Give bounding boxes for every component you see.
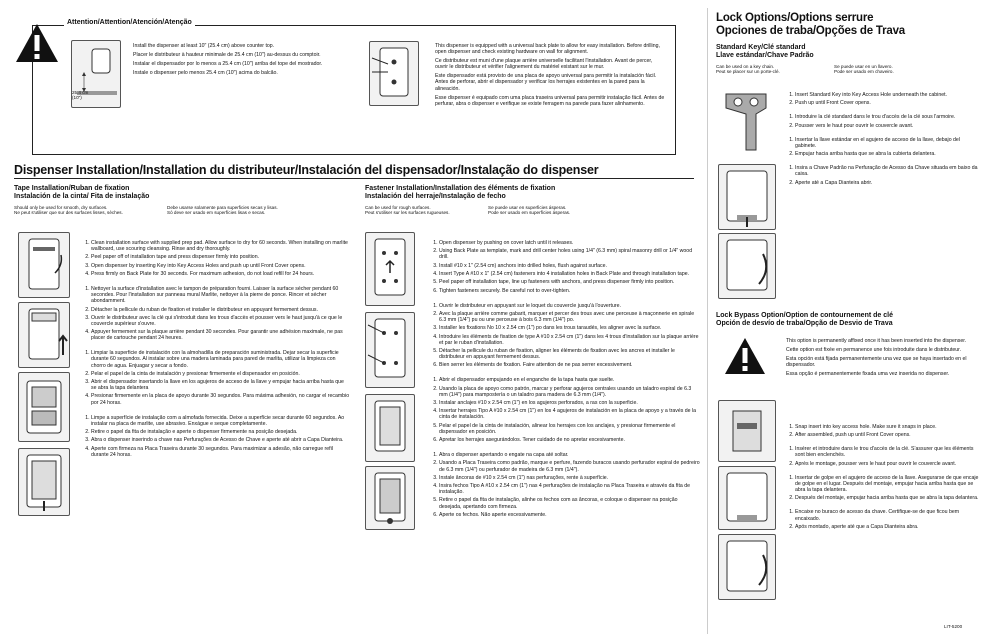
installation-title: Dispenser Installation/Installation du distributeur/Instalación del dispensador/Instalação do dispenser — [14, 163, 599, 177]
step-list-en: 1. Clean installation surface with supplied prep pad. Allow surface to dry for 60 seconds. When installing on marlite wallboard, use scouring cleansing. Rinse and dry thoroughly. 2. Peel paper off of installation tape and press dispenser firmly into position. 3. Open dispenser by inserting Key into Key Access Holes and push up until Front Cover opens. 4. Press firmly on Back Plate for 30 seconds. For maximum adhesion, do not load refill for 24 hours. — [82, 240, 350, 277]
step-list-fr: 1. Introduire la clé standard dans le trou d'accès de la clé sous l'armoire. 2. Pousser vers le haut pour ouvrir le couvercle avant. — [786, 114, 982, 128]
attention-paragraph: Ce distributeur est muni d'une plaque arrière universelle facilitant l'installation. Avant de percer, ouvrir le distributeur et vérifier l'alignement du matériel existant sur le mur. — [435, 58, 653, 71]
step-list-es: 1. Insertar de golpe en el agujero de acceso de la llave. Asegurarse de que encaje de golpe en el lugar. Después del montaje, empujar hacia arriba hasta que se abra la tapa delantera. 2. Después del montaje, empujar hacia arriba hasta que se abra la tapa delantera. — [786, 475, 982, 502]
step-list-en: 1. Insert Standard Key into Key Access Hole underneath the cabinet. 2. Push up until Front Cover opens. — [786, 92, 982, 106]
standard-key-title: Standard Key/Clé standard Llave estándar/Chave Padrão — [716, 44, 814, 59]
warning-icon — [14, 22, 60, 64]
bypass-assembled-illustration — [718, 466, 776, 530]
tape-title: Tape Installation/Ruban de fixation Instalación de la cinta/ Fita de instalação — [14, 185, 150, 200]
attention-right-text — [435, 43, 665, 107]
step-list-es: 1. Insertar la llave estándar en el agujero de acceso de la llave, debajo del gabinete. 2. Empujar hacia arriba hasta que se abra la cubierta delantera. — [786, 137, 982, 157]
tape-step-illustration — [18, 302, 70, 368]
fastener-step-illustration — [365, 466, 415, 530]
fastener-note: Can be used for rough surfaces. Peut s'utiliser sur les surfaces rugueuses. Se puede usar en superficies ásperas. Pode ser usado em superfícies ásperas. — [365, 205, 571, 216]
document-code: LIT-5200 — [944, 624, 963, 629]
tape-step-illustration — [18, 372, 70, 442]
tape-step-illustration — [18, 232, 70, 298]
attention-paragraph: This dispenser is equipped with a universal back plate to allow for easy installation. Before drilling, open dispenser and check existing hardware on wall for alignment. — [435, 43, 660, 56]
tape-note: Should only be used for smooth, dry surfaces. Ne peut s'utiliser que sur des surfaces lisses, sèches. Debe usarse solamente para superficies secas y lisas. Só deve ser usado em superfícies lisas e secas. — [14, 205, 278, 216]
step-list-es: 1. Abrir el dispensador empujando en el enganche de la tapa hasta que suelte. 2. Usando la placa de apoyo como patrón, marcar y perforar agujeros centrales usando un taladro espiral de 6.3 mm (1/4") para mampostería o un taladro para madera de 6.3 mm (1/4"). 3. Instalar anclajes #10 x 2.54 cm (1") en los agujeros perforados, a ras con la superficie. 4. Insertar herrajes Tipo A #10 x 2.54 cm (1") en los 4 agujeros de instalación en la placa de apoyo y a través de la cinta de instalación. 5. Pelar el papel de la cinta de instalación, alinear los herrajes con los anclajes, y presionar firmemente el dispensador en posición. 6. Apretar los herrajes asegurándolos. Tener cuidado de no apretar excesivamente. — [430, 377, 700, 443]
attention-paragraph: Install the dispenser at least 10" (25.4 cm) above counter top. — [133, 43, 275, 49]
divider — [14, 178, 694, 179]
attention-left-text — [133, 43, 333, 76]
lock-bypass-steps — [786, 424, 982, 532]
column-divider — [707, 8, 708, 634]
fastener-step-illustration — [365, 312, 415, 388]
attention-paragraph: Este dispensador está provisto de una placa de apoyo universal para permitir la instalación fácil. Antes de perforar, abrir el dispensador y verificar los herrajes existentes en la pared para la alineación. — [435, 73, 657, 92]
step-list-fr: 1. Insérer et introduire dans le trou d'accès de la clé. S'assurer que les éléments sont bien enclenchés. 2. Après le montage, pousser vers le haut pour ouvrir le couvercle avant. — [786, 446, 982, 466]
step-list-en: 1. Open dispenser by pushing on cover latch until it releases. 2. Using Back Plate as template, mark and drill center holes using 1/4" (6.3 mm) spiral masonry drill or 1/4" wood drill. 3. Install #10 x 1" (2.54 cm) anchors into drilled holes, flush against surface. 4. Insert Type A #10 x 1" (2.54 cm) fasteners into 4 installation holes in Back Plate and through installation tape. 5. Peel paper off installation tape, line up fasteners with anchors, and press dispenser firmly into position. 6. Tighten fasteners securely. Be careful not to over-tighten. — [430, 240, 700, 294]
lock-bypass-intro: This option is permanently affixed once it has been inserted into the dispenser. Cette option est fixée en permanence une fois introduite dans le distributeur. Esta opción está fijada permanentemente una vez que se haya insertado en el dispensador. Essa opção é permanentemente fixada uma vez inserida no dispenser. — [786, 338, 967, 378]
step-list-es: 1. Limpiar la superficie de instalación con la almohadilla de preparación suministrada. Dejar secar la superficie durante 60 segundos. Al instalar sobre una madera laminada para pared de marlita, utilizar la limpieza con chorro de agua. Enjuagar y secar a fondo. 2. Pelar el papel de la cinta de instalación y presionar firmemente el dispensador en posición. 3. Abrir el dispensador insertando la llave en los agujeros de acceso de la llave y empujar hacia arriba hasta que se abra la tapa delantera 4. Presionar firmemente en la placa de apoyo durante 30 segundos. Para máxima adhesión, no cargar el recambio por 24 horas. — [82, 350, 350, 405]
height-label: 25.4 cm (10") — [72, 90, 89, 101]
key-illustration — [718, 86, 774, 158]
step-list-en: 1. Snap insert into key access hole. Make sure it snaps in place. 2. After assembled, push up until Front Cover opens. — [786, 424, 982, 438]
bypass-insert-illustration — [718, 400, 776, 462]
key-insert-illustration — [718, 164, 776, 230]
fastener-steps — [430, 240, 700, 520]
attention-paragraph: Instalar el dispensador por lo menos a 25.4 cm (10") arriba del tope del mostrador. — [133, 61, 323, 68]
attention-paragraph: Placer le distributeur à hauteur minimale de 25.4 cm (10") au-dessus du comptoir. — [133, 52, 321, 59]
standard-key-steps — [786, 92, 982, 188]
warning-icon — [723, 336, 767, 376]
step-list-pt: 1. Limpe a superfície de instalação com a almofada fornecida. Deixe a superfície secar durante 60 segundos. Ao instalar na placa de marlite, use abrasivo. Enxágue e seque completamente. 2. Retire o papel da fita de instalação e aperte o dispenser firmemente na posição desejada. 3. Abra o dispenser inserindo a chave nas Perfurações de Acesso de Chave e aperte até abrir a Capa Dianteira. 4. Aperte com firmeza na Placa Traseira durante 30 segundos. Para maximizar a adesão, não carregue refil durante 24 horas. — [82, 415, 350, 458]
cover-open-illustration — [718, 233, 776, 299]
fastener-step-illustration — [365, 232, 415, 306]
tape-steps — [82, 240, 350, 460]
fastener-title: Fastener Installation/Installation des éléments de fixation Instalación del herraje/Instalação de fecho — [365, 185, 556, 200]
attention-paragraph: Instale o dispenser pelo menos 25.4 cm (10") acima do balcão. — [133, 70, 278, 77]
step-list-pt: 1. Insira a Chave Padrão na Perfuração de Acesso da Chave situada em baixo da caixa. 2. Aperte até a Capa Dianteira abrir. — [786, 165, 982, 185]
attention-paragraph: Esse dispenser é equipado com uma placa traseira universal para permitir instalação fácil. Antes de perfurar, abra o dispenser e verifique se existe ferragem na parede para fazer alinhamento. — [435, 94, 665, 107]
step-list-pt: 1. Abra o dispenser apertando o engate na capa até soltar. 2. Usando a Placa Traseira como padrão, marque e perfure, fazendo buracos usando perfurador espiral de pedreiro de 6.3 mm (1/4") ou perfurador de madeira de 6.3 mm (1/4"). 3. Instale âncoras de #10 x 2.54 cm (1") nas perfurações, rente à superfície. 4. Insira fechos Tipo A #10 x 2.54 cm (1") nas 4 perfurações de instalação na Placa Traseira e através da fita de instalação. 5. Retire o papel da fita de instalação, alinhe os fechos com as âncoras, e coloque o dispenser na posição desejada, apertando com firmeza. 6. Aperte os fechos. Não aperte excessivamente. — [430, 452, 700, 518]
tape-step-illustration — [18, 448, 70, 516]
back-plate-illustration — [369, 41, 419, 106]
bypass-open-illustration — [718, 534, 776, 600]
standard-key-note: Can be used on a key chain. Peut se placer sur un porte-clé. Se puede usar en un llavero. Pode ser usado em chaveiro. — [716, 64, 894, 75]
lock-bypass-title: Lock Bypass Option/Option de contournement de clé Opción de desvío de traba/Opção de Desvio de Trava — [716, 312, 893, 327]
step-list-fr: 1. Ouvrir le distributeur en appuyant sur le loquet du couvercle jusqu'à l'ouverture. 2. Avec la plaque arrière comme gabarit, marquer et percer des trous avec une perceuse à maçonnerie en spirale 6.3 mm (1/4") pu ou une perceuse à bois 6.3 mm (1/4") po. 3. Installer les fixations No 10 x 2.54 cm (1") po dans les trous taraudés, les aligner avec la surface. 4. Introduire les éléments de fixation de type A #10 x 2.54 cm (1") dans les 4 trous d'installation sur la plaque arrière et par le ruban d'installation. 5. Détacher la pellicule du ruban de fixation, aligner les éléments de fixation avec les ancres et installer le distributeur en appuyant fermement dessus. 6. Bien serrer les éléments de fixation. Faire attention de ne pas serrer excessivement. — [430, 303, 700, 369]
lock-title: Lock Options/Options serrure Opciones de traba/Opções de Trava — [716, 12, 905, 37]
fastener-step-illustration — [365, 394, 415, 462]
attention-title: Attention/Attention/Atención/Atenção — [64, 19, 195, 26]
step-list-pt: 1. Encaixe no buraco de acesso da chave. Certifique-se de que ficou bem encaixado. 2. Após montado, aperte até que a Capa Dianteira abra. — [786, 509, 982, 529]
step-list-fr: 1. Nettoyer la surface d'installation avec le tampon de préparation fourni. Laisser la surface sécher pendant 60 secondes. Pour l'installation sur panneau mural Marlite, nettoyer à la pierre de ponce. Rincer et sécher abondamment. 2. Détacher la pellicule du ruban de fixation et installer le distributeur en appuyant fermement dessus. 3. Ouvrir le distributeur avec la clé qui s'introduit dans les trous d'accès et pousser vers le haut jusqu'à ce que le couvercle supérieur s'ouvre. 4. Appuyer fermement sur la plaque arrière pendant 30 secondes. Pour garantir une adhésion maximale, ne pas placer de cartouche pendant 24 heures. — [82, 286, 350, 341]
